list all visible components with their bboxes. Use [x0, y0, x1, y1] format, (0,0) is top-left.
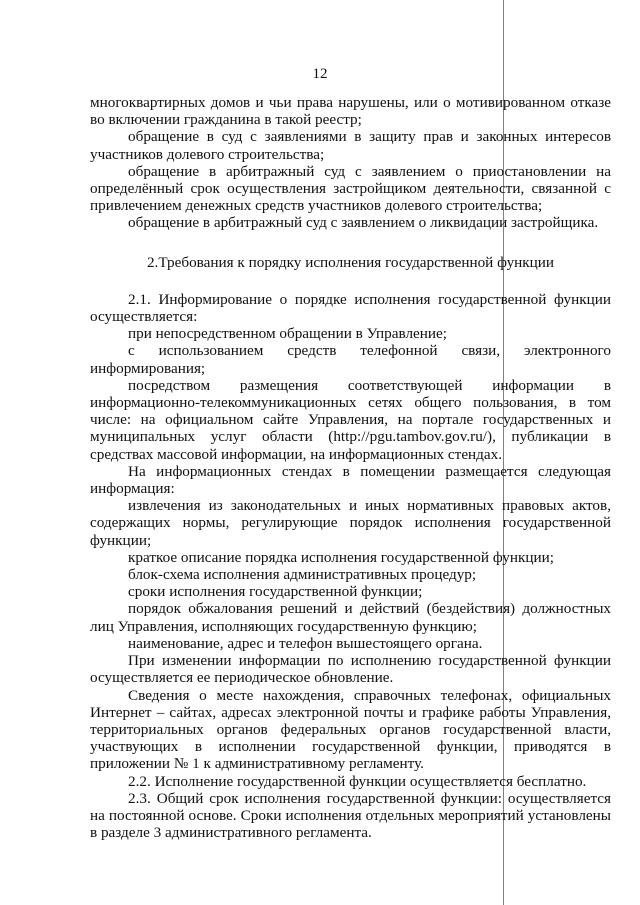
paragraph: 2.3. Общий срок исполнения государственной функции: осуществляется на постоянной основе. Сроки исполнения отдельных мероприятий установлены в разделе 3 административного регламента. [90, 789, 611, 842]
list-item: порядок обжалования решений и действий (бездействия) должностных лиц Управления, исполняющих государственную функцию; [90, 600, 611, 635]
list-item: извлечения из законодательных и иных нормативных правовых актов, содержащих нормы, регулирующие порядок исполнения государственной функции; [90, 497, 611, 549]
list-item: наименование, адрес и телефон вышестоящего органа. [128, 634, 483, 652]
section-heading: 2.Требования к порядку исполнения государственной функции [146, 253, 555, 271]
list-item: при непосредственном обращении в Управление; [128, 325, 448, 343]
list-item: сроки исполнения государственной функции; [128, 583, 423, 601]
page-number: 12 [312, 66, 328, 82]
document-body [90, 94, 611, 841]
paragraph: 2.2. Исполнение государственной функции осуществляется бесплатно. [128, 772, 587, 790]
paragraph: обращение в арбитражный суд с заявлением о приостановлении на определённый срок осуществления застройщиком деятельности, связанной с привлечением денежных средств участников долевого строительства; [90, 162, 611, 215]
list-item: краткое описание порядка исполнения государственной функции; [128, 548, 554, 566]
paragraph: 2.1. Информирование о порядке исполнения государственной функции осуществляется: [90, 290, 611, 326]
paragraph: обращение в арбитражный суд с заявлением о ликвидации застройщика. [128, 214, 599, 232]
paragraph: На информационных стендах в помещении размещается следующая информация: [90, 462, 611, 498]
list-item: посредством размещения соответствующей информации в информационно-телекоммуникационных сетях общего пользования, в том числе: на официальном сайте Управления, на портале государственных и муниципальных услуг области (http://pgu.tambov.gov.ru/), публикации в средствах массовой информации, на информационных стендах. [90, 376, 611, 463]
paragraph: многоквартирных домов и чьи права нарушены, или о мотивированном отказе во включении гражданина в такой реестр; [90, 94, 611, 129]
paragraph: При изменении информации по исполнению государственной функции осуществляется ее периодическое обновление. [90, 652, 611, 687]
paragraph: Сведения о месте нахождения, справочных телефонах, официальных Интернет – сайтах, адресах электронной почты и графике работы Управления, территориальных органов федеральных органов государственной власти, участвующих в исполнении государственной функции, приводятся в приложении № 1 к административному регламенту. [90, 686, 611, 773]
list-item: с использованием средств телефонной связи, электронного информирования; [90, 342, 611, 377]
paragraph: обращение в суд с заявлениями в защиту прав и законных интересов участников долевого строительства; [90, 128, 611, 163]
list-item: блок-схема исполнения административных процедур; [128, 566, 477, 584]
